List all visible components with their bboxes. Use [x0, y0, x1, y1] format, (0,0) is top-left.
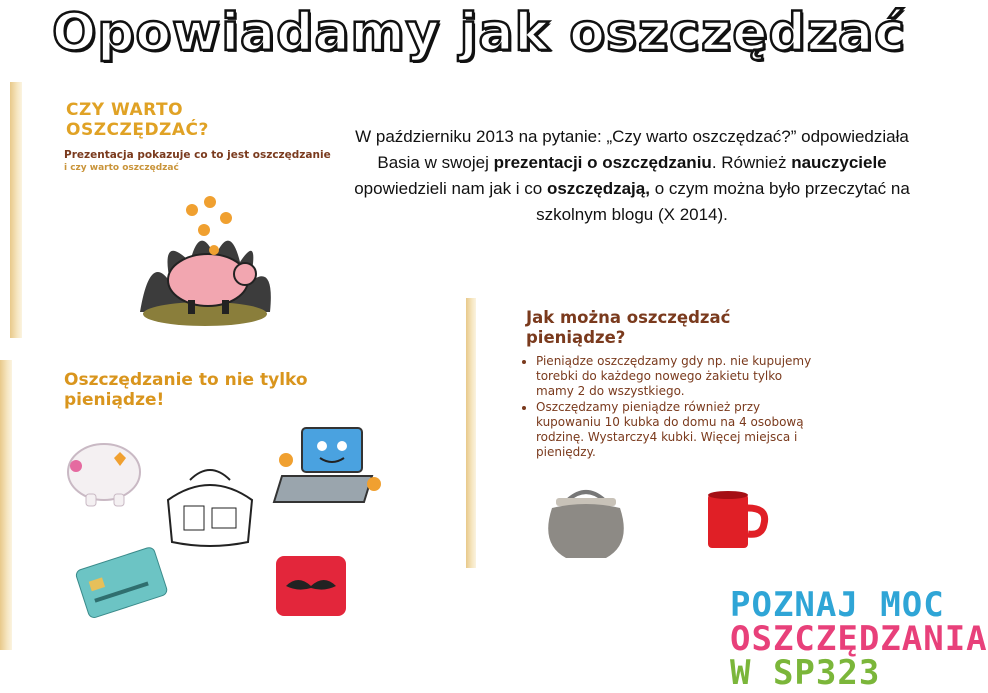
slide-subtitle-small: i czy warto oszczędzać [64, 163, 179, 174]
slide-title: Oszczędzanie to nie tylko pieniądze! [64, 370, 308, 411]
logo-line-1: POZNAJ MOC [730, 585, 945, 625]
para-text-3: opowiedzieli nam jak i co [354, 179, 547, 198]
para-text-4: o czym można było przeczytać na szkolnym blogu (X 2014). [536, 179, 910, 224]
para-text-1: W październiku 2013 na pytanie: „Czy warto oszczędzać?” odpowiedziała Basia w swojej [355, 127, 909, 172]
slide-nie-tylko-pieniadze [0, 360, 362, 650]
slide-decor-strip [10, 82, 22, 338]
presentation-link[interactable]: prezentacji o oszczędzaniu [493, 153, 712, 172]
page-title: Opowiadamy jak oszczędzać [52, 3, 906, 63]
slide-jak-oszczedzac [466, 298, 818, 568]
slide-bullets [522, 354, 818, 461]
para-text-2: . Również [711, 153, 792, 172]
handbag-icon [536, 484, 636, 564]
bag-sketch-icon [160, 460, 260, 550]
bullet-item: • Pieniądze oszczędzamy gdy np. nie kupujemy torebki do każdego nowego żakietu tylko mamy 2 do wszystkiego. [536, 354, 818, 399]
logo-line-2: OSZCZĘDZANIA [730, 619, 988, 659]
saving-link[interactable]: oszczędzają, [546, 179, 650, 198]
slide-subtitle-main: Prezentacja pokazuje co to jest oszczędzanie [64, 149, 331, 161]
slide-subtitle [64, 148, 340, 174]
piggy-bank-icon [60, 430, 150, 510]
laptop-character-icon [272, 422, 382, 512]
intro-paragraph [352, 124, 912, 228]
logo-line-3: W SP323 [730, 653, 881, 693]
slide-title: CZY WARTO OSZCZĘDZAĆ? [66, 100, 209, 141]
slide-decor-strip [466, 298, 476, 568]
slide-czy-warto [10, 82, 340, 338]
slide-title: Jak można oszczędzać pieniądze? [526, 308, 731, 347]
bullet-item: • Oszczędzamy pieniądze również przy kupowaniu 10 kubka do domu na 4 osobową rodzinę. Wystarczy4 kubki. Więcej miejsca i pieniędzy. [536, 400, 818, 460]
campaign-logo [730, 585, 988, 693]
teachers-link[interactable]: nauczyciele [791, 153, 887, 172]
red-mug-icon [702, 486, 772, 556]
slide-decor-strip [0, 360, 12, 650]
credit-card-icon [70, 546, 170, 616]
wallet-mustache-icon [266, 546, 356, 626]
piggy-bank-coins-illustration [130, 192, 280, 332]
